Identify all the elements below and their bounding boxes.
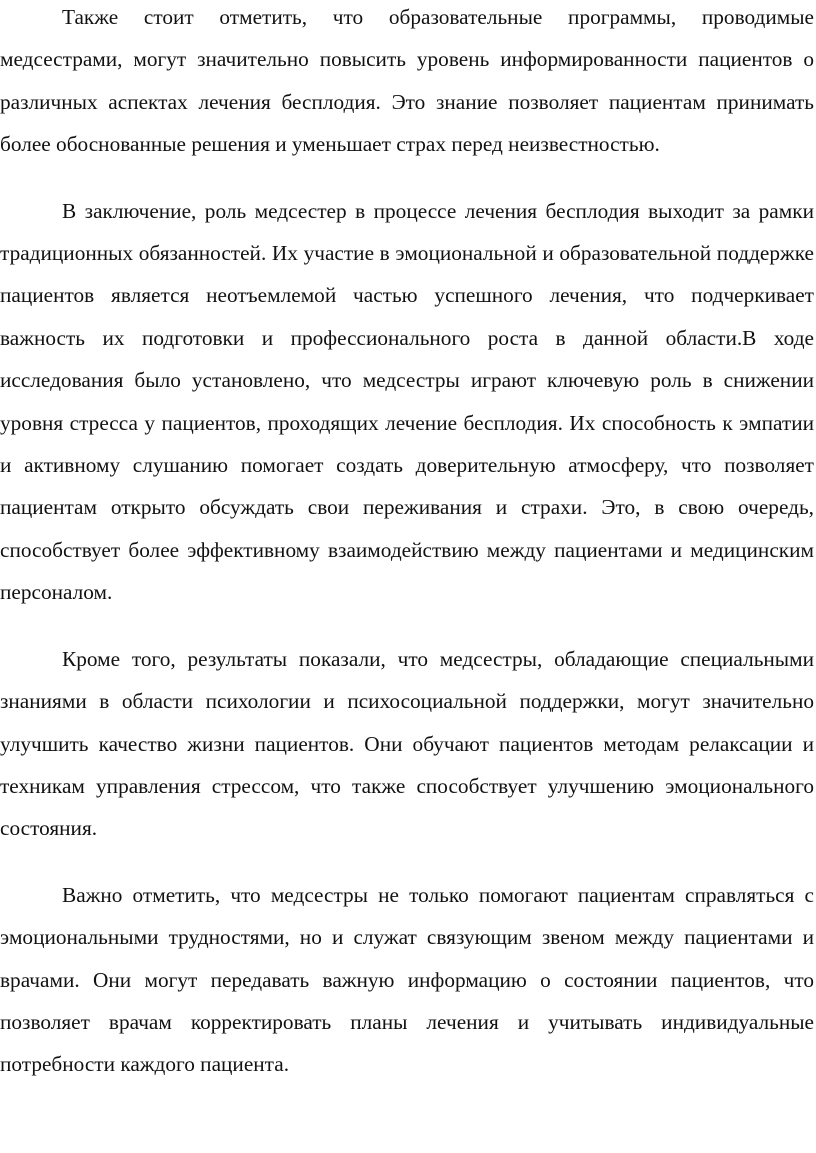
paragraph-2: В заключение, роль медсестер в процессе лечения бесплодия выходит за рамки традиционных обязанностей. Их участие в эмоциональной и образовательной поддержке пациентов является неотъемлемой частью успешного лечения, что подчеркивает важность их подготовки и профессионального роста в данной области.В ходе исследования было установлено, что медсестры играют ключевую роль в снижении уровня стресса у пациентов, проходящих лечение бесплодия. Их способность к эмпатии и активному слушанию помогает создать доверительную атмосферу, что позволяет пациентам открыто обсуждать свои переживания и страхи. Это, в свою очередь, способствует более эффективному взаимодействию между пациентами и медицинским персоналом. [0, 198, 814, 605]
paragraph-4: Важно отметить, что медсестры не только помогают пациентам справляться с эмоциональными трудностями, но и служат связующим звеном между пациентами и врачами. Они могут передавать важную информацию о состоянии пациентов, что позволяет врачам корректировать планы лечения и учитывать индивидуальные потребности каждого пациента. [0, 882, 814, 1077]
paragraph-1: Также стоит отметить, что образовательные программы, проводимые медсестрами, могут значительно повысить уровень информированности пациентов о различных аспектах лечения бесплодия. Это знание позволяет пациентам принимать более обоснованные решения и уменьшает страх перед неизвестностью. [0, 5, 814, 157]
paragraph-3: Кроме того, результаты показали, что медсестры, обладающие специальными знаниями в области психологии и психосоциальной поддержки, могут значительно улучшить качество жизни пациентов. Они обучают пациентов методам релаксации и техникам управления стрессом, что также способствует улучшению эмоционального состояния. [0, 646, 814, 841]
